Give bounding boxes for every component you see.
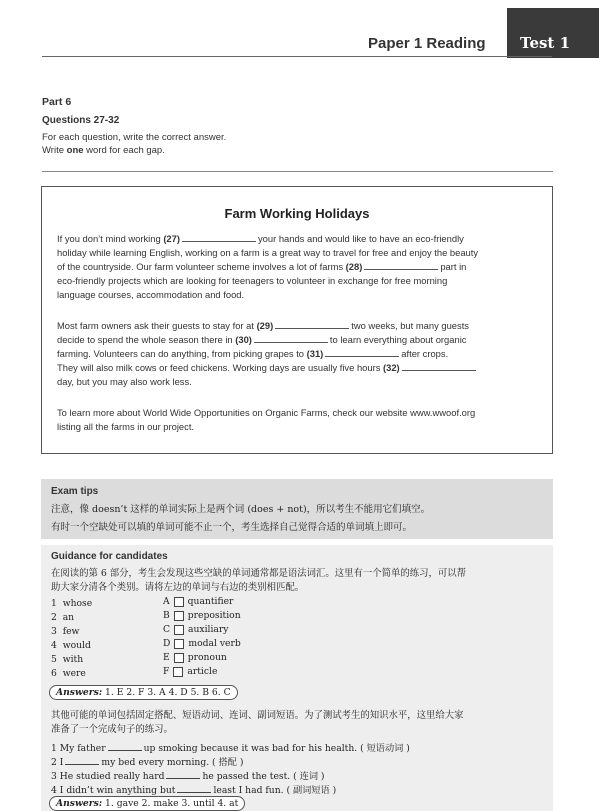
- guidance-text: 准备了一个完成句子的练习。: [51, 724, 173, 735]
- passage-line: To learn more about World Wide Opportunities on Organic Farms, check our website www.wwoof.org: [57, 407, 476, 418]
- word-number: 2: [51, 612, 57, 623]
- category-label: pronoun: [187, 652, 227, 663]
- match-checkbox[interactable]: [174, 625, 184, 635]
- part-title: Part 6: [42, 96, 72, 108]
- gap-number-30: (30): [235, 334, 252, 345]
- word-text: were: [62, 668, 86, 679]
- word-number: 3: [51, 626, 57, 637]
- gap-32[interactable]: [402, 363, 476, 371]
- category-letter: D: [163, 638, 171, 649]
- category-letter: C: [163, 624, 171, 635]
- word-number: 5: [51, 654, 57, 665]
- passage-line: [57, 261, 466, 272]
- word-text: would: [62, 640, 91, 651]
- answers-text: 1. gave 2. make 3. until 4. at: [102, 798, 239, 809]
- word-number: 1: [51, 598, 57, 609]
- gap-29[interactable]: [275, 321, 349, 329]
- category-letter: E: [163, 652, 170, 663]
- category-label: article: [187, 666, 218, 677]
- word-item: [51, 640, 91, 651]
- instruction-line-1: For each question, write the correct answer.: [42, 132, 227, 143]
- gap-27[interactable]: [182, 234, 256, 242]
- gap-28[interactable]: [364, 262, 438, 270]
- match-checkbox[interactable]: [174, 639, 184, 649]
- sentence-end: up smoking because it was bad for his health. ( 短语动词 ): [143, 743, 410, 754]
- word-item: [51, 612, 74, 623]
- gap-number-31: (31): [306, 348, 324, 359]
- word-number: 6: [51, 668, 57, 679]
- text: They will also milk cows or feed chickens. Working days are usually five hours: [57, 362, 383, 373]
- category-label: modal verb: [188, 638, 241, 649]
- answers-label: Answers:: [56, 798, 103, 809]
- word-item: [51, 626, 79, 637]
- text: part in: [440, 261, 467, 272]
- answers-label: Answers:: [56, 687, 103, 698]
- match-checkbox[interactable]: [174, 597, 184, 607]
- word-text: few: [62, 626, 80, 637]
- category-item: [163, 652, 227, 663]
- gap-number-29: (29): [256, 320, 274, 331]
- reading-passage: [41, 186, 553, 454]
- passage-line: [57, 233, 464, 244]
- category-label: quantifier: [187, 596, 234, 607]
- instruction-text: word for each gap.: [83, 145, 165, 156]
- answers-text: 1. E 2. F 3. A 4. D 5. B 6. C: [102, 687, 231, 698]
- exam-tip-line: 注意，像 doesn’t 这样的单词实际上是两个词 (does + not)，所以考生不能用它们填空。: [51, 504, 431, 515]
- match-checkbox[interactable]: [174, 653, 184, 663]
- text: farming. Volunteers can do anything, from picking grapes to: [57, 348, 307, 359]
- category-item: [163, 638, 241, 649]
- sentence-start: 3 He studied really hard: [51, 771, 165, 782]
- match-checkbox[interactable]: [174, 611, 184, 621]
- exercise-sentence: [51, 768, 325, 782]
- sentence-start: 1 My father: [51, 743, 106, 754]
- instruction-emphasis: one: [66, 145, 84, 156]
- sentence-start: 4 I didn’t win anything but: [51, 785, 176, 796]
- text: your hands and would like to have an eco-friendly: [257, 233, 464, 244]
- sentence-end: my bed every morning. ( 搭配 ): [101, 757, 244, 768]
- test-tab: [507, 8, 599, 58]
- answers-badge: [49, 685, 238, 700]
- passage-line: listing all the farms in our project.: [57, 421, 195, 432]
- text: two weeks, but many guests: [351, 320, 469, 331]
- guidance-intro: 助大家分清各个类别。请将左边的单词与右边的类别相匹配。: [51, 582, 305, 593]
- category-label: preposition: [187, 610, 241, 621]
- text: decide to spend the whole season there in: [57, 334, 236, 345]
- gap-30[interactable]: [254, 335, 328, 343]
- sentence-gap[interactable]: [108, 743, 142, 751]
- category-letter: F: [163, 666, 170, 677]
- sentence-end: he passed the test. ( 连词 ): [202, 771, 325, 782]
- sentence-gap[interactable]: [177, 785, 211, 793]
- category-item: [163, 596, 233, 607]
- passage-line: day, but you may also work less.: [57, 376, 192, 387]
- sentence-gap[interactable]: [65, 757, 99, 765]
- passage-line: holiday while learning English, working on a farm is a great way to travel for free and enjoy the beauty: [57, 247, 479, 258]
- gap-31[interactable]: [325, 349, 399, 357]
- exercise-sentence: [51, 740, 410, 754]
- text: of the countryside. Our farm volunteer scheme involves a lot of farms: [57, 261, 346, 272]
- gap-number-28: (28): [345, 261, 363, 272]
- answers-badge: [49, 796, 245, 811]
- text: to learn everything about organic: [329, 334, 467, 345]
- word-text: whose: [62, 598, 93, 609]
- category-item: [163, 666, 217, 677]
- text: Most farm owners ask their guests to stay for at: [57, 320, 257, 331]
- exercise-sentence: [51, 782, 336, 796]
- exam-tips-box: [41, 479, 553, 539]
- word-item: [51, 654, 83, 665]
- sentence-gap[interactable]: [166, 771, 200, 779]
- category-item: [163, 610, 241, 621]
- instruction-line-2: [42, 145, 165, 156]
- gap-number-32: (32): [383, 362, 400, 373]
- header-divider: [42, 56, 552, 57]
- guidance-heading: Guidance for candidates: [51, 551, 168, 562]
- passage-line: [57, 348, 448, 359]
- category-letter: B: [163, 610, 170, 621]
- passage-line: language courses, accommodation and food.: [57, 289, 245, 300]
- passage-title: Farm Working Holidays: [224, 206, 370, 221]
- gap-number-27: (27): [163, 233, 180, 244]
- word-text: an: [62, 612, 75, 623]
- word-text: with: [62, 654, 84, 665]
- guidance-text: 其他可能的单词包括固定搭配、短语动词、连词、副词短语。为了测试考生的知识水平，这里给大家: [51, 710, 464, 721]
- passage-line: [57, 334, 466, 345]
- passage-line: [57, 320, 469, 331]
- instruction-divider: [42, 171, 553, 172]
- guidance-box: [41, 545, 553, 811]
- section-title: Paper 1 Reading: [368, 35, 486, 52]
- word-item: [51, 668, 86, 679]
- text: If you don’t mind working: [57, 233, 164, 244]
- word-item: [51, 598, 92, 609]
- instruction-text: Write: [42, 145, 67, 156]
- exam-tips-heading: Exam tips: [51, 486, 99, 497]
- test-tab-label: Test 1: [520, 34, 571, 52]
- guidance-intro: 在阅读的第 6 部分，考生会发现这些空缺的单词通常都是语法词汇。这里有一个简单的练习，可以帮: [51, 568, 467, 579]
- passage-line: eco-friendly projects which are looking for teenagers to volunteer in exchange for free morning: [57, 275, 448, 286]
- exercise-sentence: [51, 754, 243, 768]
- sentence-start: 2 I: [51, 757, 64, 768]
- exam-tip-line: 有时一个空缺处可以填的单词可能不止一个，考生选择自己觉得合适的单词填上即可。: [51, 522, 413, 533]
- passage-line: [57, 362, 478, 373]
- word-number: 4: [51, 640, 57, 651]
- questions-range: Questions 27-32: [42, 115, 120, 126]
- sentence-end: least I had fun. ( 副词短语 ): [213, 785, 337, 796]
- text: after crops.: [401, 348, 449, 359]
- category-letter: A: [163, 596, 170, 607]
- match-checkbox[interactable]: [173, 667, 183, 677]
- category-item: [163, 624, 228, 635]
- category-label: auxiliary: [188, 624, 229, 635]
